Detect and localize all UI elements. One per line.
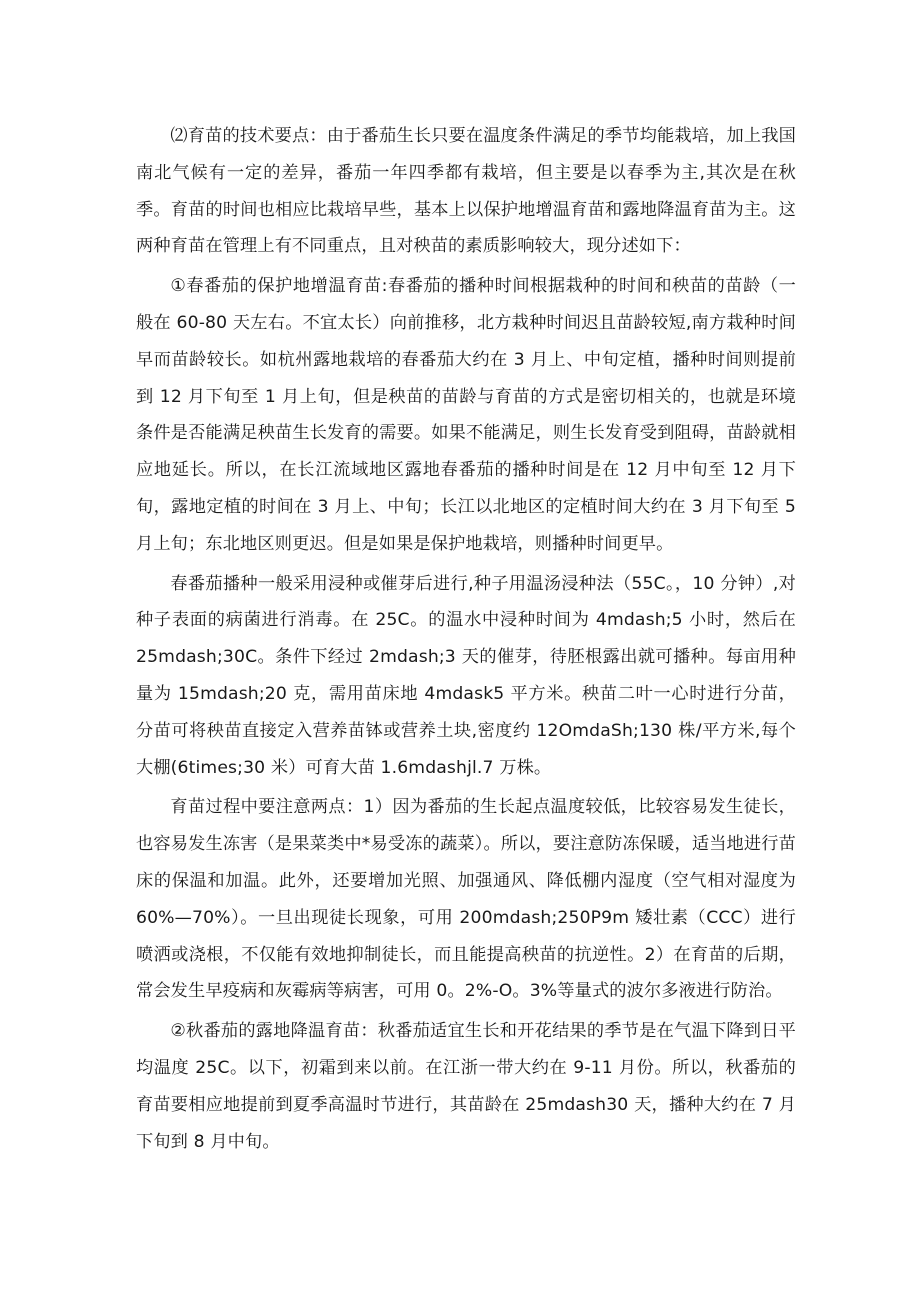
document-body	[136, 118, 796, 1160]
paragraph-spring-tomato-heated-seedling: ①春番茄的保护地增温育苗:春番茄的播种时间根据栽种的时间和秧苗的苗龄（一般在 60-80 天左右。不宜太长）向前推移，北方栽种时间迟且苗龄较短,南方栽种时间早而苗龄较长。如杭州露地栽培的春番茄大约在 3 月上、中旬定植，播种时间则提前到 12 月下旬至 1 月上旬，但是秧苗的苗龄与育苗的方式是密切相关的，也就是环境条件是否能满足秧苗生长发育的需要。如果不能满足，则生长发育受到阻碍，苗龄就相应地延长。所以，在长江流域地区露地春番茄的播种时间是在 12 月中旬至 12 月下旬，露地定植的时间在 3 月上、中旬；长江以北地区的定植时间大约在 3 月下旬至 5 月上旬；东北地区则更迟。但是如果是保护地栽培，则播种时间更早。	[136, 276, 796, 554]
paragraph-autumn-tomato-cooled-seedling: ②秋番茄的露地降温育苗：秋番茄适宜生长和开花结果的季节是在气温下降到日平均温度 25C。以下，初霜到来以前。在江浙一带大约在 9-11 月份。所以，秋番茄的育苗要相应地提前到夏季高温时节进行，其苗龄在 25mdash30 天，播种大约在 7 月下旬到 8 月中旬。	[136, 1021, 796, 1152]
paragraph-seedling-key-points: ⑵育苗的技术要点：由于番茄生长只要在温度条件满足的季节均能栽培，加上我国南北气候有一定的差异，番茄一年四季都有栽培，但主要是以春季为主,其次是在秋季。育苗的时间也相应比栽培早些，基本上以保护地增温育苗和露地降温育苗为主。这两种育苗在管理上有不同重点，且对秧苗的素质影响较大，现分述如下：	[136, 126, 796, 257]
paragraph-spring-tomato-sowing: 春番茄播种一般采用浸种或催芽后进行,种子用温汤浸种法（55C。，10 分钟）,对种子表面的病菌进行消毒。在 25C。的温水中浸种时间为 4mdash;5 小时，然后在 25mdash;30C。条件下经过 2mdash;3 天的催芽，待胚根露出就可播种。每亩用种量为 15mdash;20 克，需用苗床地 4mdask5 平方米。秧苗二叶一心时进行分苗，分苗可将秧苗直接定入营养苗钵或营养土块,密度约 12OmdaSh;130 株/平方米,每个大棚(6times;30 米）可育大苗 1.6mdashjl.7 万株。	[136, 573, 796, 778]
paragraph-seedling-precautions: 育苗过程中要注意两点：1）因为番茄的生长起点温度较低，比较容易发生徒长，也容易发生冻害（是果菜类中*易受冻的蔬菜）。所以，要注意防冻保暖，适当地进行苗床的保温和加温。此外，还要增加光照、加强通风、降低棚内湿度（空气相对湿度为 60%—70%）。一旦出现徒长现象，可用 200mdash;250P9m 矮壮素（CCC）进行喷洒或浇根，不仅能有效地抑制徒长，而且能提高秧苗的抗逆性。2）在育苗的后期，常会发生早疫病和灰霉病等病害，可用 0。2%-O。3%等量式的波尔多液进行防治。	[136, 797, 796, 1002]
